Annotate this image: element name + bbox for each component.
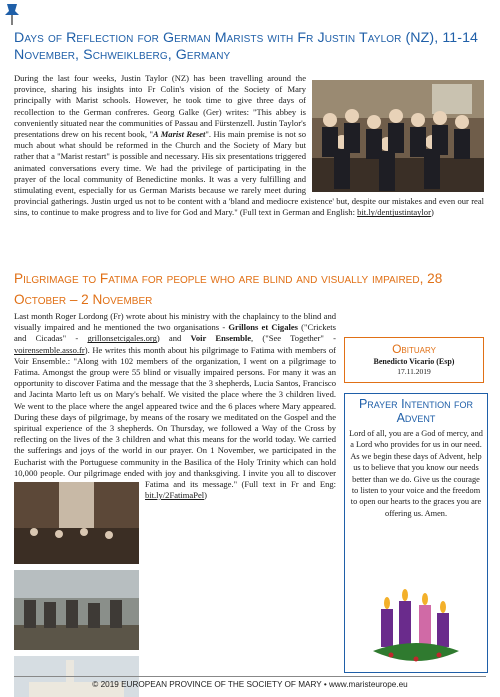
article1-body: During the last four weeks, Justin Taylor (NZ) has been travelling around the province, sharing his insights into Fr Colin's vision of the Society of Mary principally with Marist schools. However, he took time to give three days of recollection to the German confreres. Georg Galke (Ger) writes: "This abbey is conveniently situated near the communities of Passau and Fürstenzell. Justin Taylor's presentations drew on his recent book, "A Marist Reset". His main premise is not so much about what should be reformed in the Church and the Society of Mary but rather that a "Marist restart" is possible and necessary. His six presentations triggered animated conversations every time. We had the privilege of participating in the prayer of the local community of Benedictine monks. It was a very fulfilling and stimulating event, especially for us German Marists because we rarely meet during provincial gatherings. Justin urged us not to be content with a 'bland and mediocre existence' but, despite our mistakes and even our real sins, to continue to make progress and to live for God and Mary." (Full text in German and English: bit.ly/dentjustintaylor) bbox=[14, 73, 484, 218]
fatima-link[interactable]: bit.ly/2FatimaPel bbox=[145, 490, 205, 501]
prayer-text: Lord of all, you are a God of mercy, and a Lord who provides for us in our need. As we begin these days of Advent, help us to believe that you know our needs better than we do. Give us the courage to listen to your voice and the freedom to open our hearts to the graces you are offering us. Amen. bbox=[349, 429, 483, 518]
article2-body: Last month Roger Lordong (Fr) wrote about his ministry with the chaplaincy to the blind and visually impaired and he mentioned the two organisations - Grillons et Cigales ("Crickets and Cicadas" - grillonsetcigales.org) and Voir Ensemble, ("See Together" - voirensemble.asso.fr). He writes this month about his pilgrimage to Fatima with members of Voir Ensemble.: "Along with 102 members of the organization, I went on a pilgrimage to Fatima. Amongst the group were 55 blind or visually impaired persons. For many it was an opportunity to discover Fatima and the message that the 3 shepherds, Lucia Santos, Francisco and Jacinta Marto left us on Mary's behalf. We visited the place where the 3 children lived. We went to the place where the angel appeared twice and the 6 places where Mary appeared. During these days of pilgrimage, by means of the rosary we meditated on the Gospel and the spiritual experience of the 3 shepherds. On Thursday, we followed a Way of the Cross by reflecting on the lives of the 3 children and what this means for the world today. We carried the sufferings and joys of the world in our prayer. On 1 November, we participated in the Eucharist with the Portuguese community in the Basilica of the Holy Trinity which can hold 10,000 people. Our pilgrimage ended with joy and thanksgiving. I invite you all to discover Fatima and its message." (Full text in Fr and Eng: bit.ly/2FatimaPel) bbox=[14, 311, 336, 697]
voirensemble-link[interactable]: voirensemble.asso.fr bbox=[14, 344, 85, 355]
prayer-box bbox=[344, 393, 488, 673]
footer: © 2019 EUROPEAN PROVINCE OF THE SOCIETY OF MARY • www.maristeurope.eu bbox=[92, 680, 408, 689]
group-outdoor-photo bbox=[14, 570, 139, 650]
footer-divider bbox=[14, 676, 486, 677]
obituary-box bbox=[344, 337, 484, 383]
pushpin-icon bbox=[2, 2, 22, 26]
obituary-date: 17.11.2019 bbox=[397, 367, 431, 376]
pilgrimage-photos bbox=[14, 482, 139, 697]
grillons-link[interactable]: grillonsetcigales.org bbox=[87, 333, 157, 344]
obituary-title: Obituary bbox=[392, 342, 436, 356]
article1-title: Days of Reflection for German Marists with Fr Justin Taylor (NZ), 11-14 November, Schweiklberg, Germany bbox=[14, 30, 479, 63]
prayer-title: Prayer Intention for Advent bbox=[358, 397, 474, 425]
article1-link[interactable]: bit.ly/dentjustintaylor bbox=[357, 207, 431, 218]
advent-wreath-icon bbox=[371, 579, 461, 671]
obituary-name: Benedicto Vicario (Esp) bbox=[373, 357, 455, 366]
article2-title: Pilgrimage to Fatima for people who are blind and visually impaired, 28 October – 2 November bbox=[14, 271, 443, 307]
group-photo bbox=[312, 80, 484, 192]
church-interior-photo bbox=[14, 482, 139, 564]
